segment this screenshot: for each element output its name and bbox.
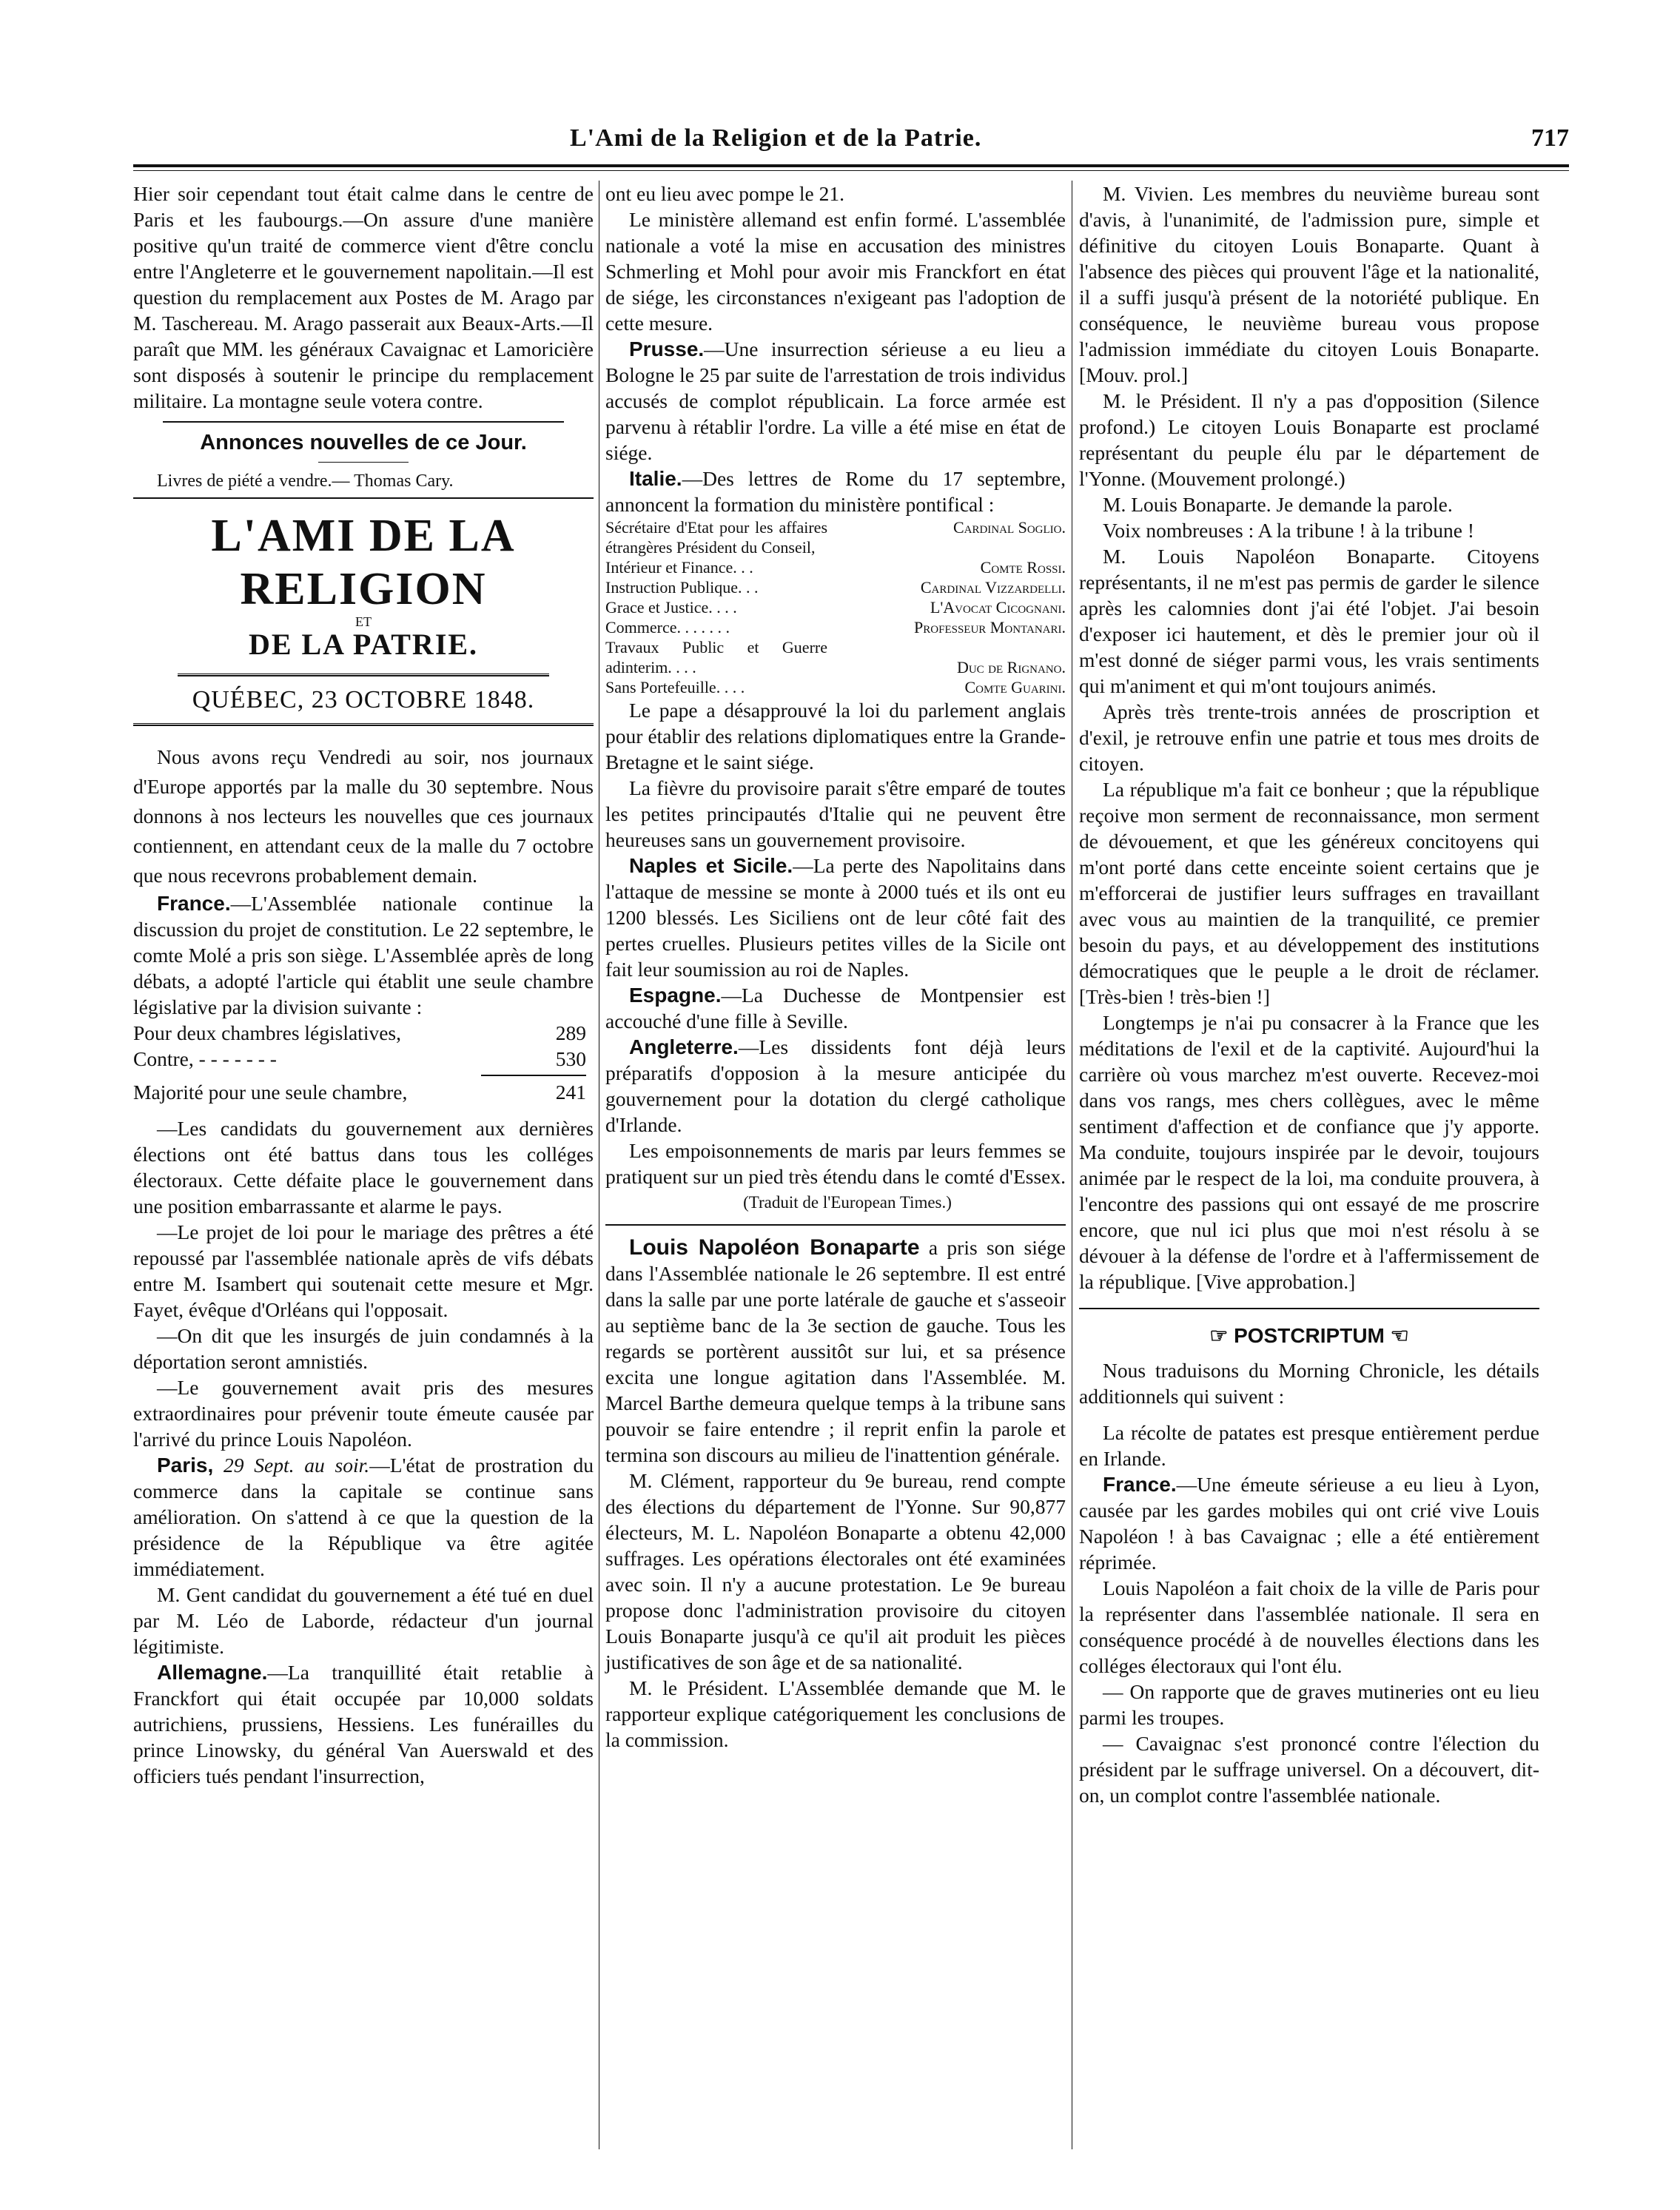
paragraph: M. le Président. L'Assemblée demande que M. le rapporteur explique catégoriquement les conclusions de la commission. [605,1676,1066,1751]
vote-label: Contre, - - - - - - - [133,1047,277,1070]
page-number: 717 [1531,124,1569,152]
divider [133,723,594,726]
vote-row [133,1020,594,1046]
section-heading: France. [157,892,231,915]
news-item-france-ps [1079,1471,1539,1575]
paragraph: —Le projet de loi pour le mariage des prêtres a été repoussé par l'assemblée nationale après de vifs débats entre M. Isambert qui soutenait cette mesure et Mgr. Fayet, évêque d'Orléans qui l'opposait. [133,1220,594,1321]
section-heading: Espagne. [629,984,722,1007]
news-text: —La Duchesse de Montpensier est accouché d'une fille à Seville. [605,984,1066,1032]
vote-value: 241 [555,1081,586,1104]
news-item-naples [605,853,1066,982]
vote-label: Pour deux chambres législatives, [133,1021,401,1044]
cabinet-minister: Duc de Rignano. [956,658,1066,676]
cabinet-post: Grace et Justice. . . . [605,598,737,617]
dateline-italic: 29 Sept. au soir. [224,1454,370,1477]
spacer [1079,1409,1539,1420]
cabinet-list [605,517,1066,697]
paragraph: Voix nombreuses : A la tribune ! à la tribune ! [1103,519,1475,542]
sum-rule [481,1075,586,1076]
section-heading: Paris, [157,1454,214,1477]
vote-value: 530 [555,1047,586,1070]
news-text: —L'état de prostration du commerce dans la capitale se continue sans amélioration. On s'attend à ce que la question de la présidence de la République va être agitée immédiatement. [133,1454,594,1580]
paragraph: ont eu lieu avec pompe le 21. [605,182,845,205]
vote-row [133,1079,594,1105]
paragraph: —Le gouvernement avait pris des mesures extraordinaires pour prévenir toute émeute causée par l'arrivé du prince Louis Napoléon. [133,1376,594,1451]
cabinet-post: Intérieur et Finance. . . [605,558,753,577]
cabinet-post: Commerce. . . . . . . [605,618,730,637]
paragraph: Louis Napoléon a fait choix de la ville de Paris pour la représenter dans l'assemblée nationale. Il sera en conséquence procédé à de nouvelles élections dans les colléges électoraux qui l'ont élu. [1079,1576,1539,1677]
column-2 [605,181,1066,1753]
news-item-france [133,890,594,1020]
cabinet-row [605,637,1066,677]
section-heading: Louis Napoléon Bonaparte [629,1235,920,1260]
divider [318,462,409,463]
paragraph: — Cavaignac s'est prononcé contre l'élection du président par le suffrage universel. On a découvert, dit-on, un complot contre l'assemblée nationale. [1079,1732,1539,1807]
news-item-espagne [605,982,1066,1034]
news-text: —L'Assemblée nationale continue la discussion du projet de constitution. Le 22 septembre, le comte Molé a pris son siège. L'Assemblée après de long débats, a adopté l'article qui établit une seule chambre législative par la division suivante : [133,892,594,1018]
cabinet-post: Sécrétaire d'Etat pour les affaires étrangères Président du Conseil, [605,518,827,557]
news-text: —La tranquillité était retablie à Franckfort qui était occupée par 10,000 soldats autrichiens, prussiens, Hessiens. Les funérailles du prince Linowsky, du général Van Auerswald et des officiers tués pendant l'insurrection, [133,1661,594,1787]
cabinet-minister: L'Avocat Cicognani. [930,598,1066,617]
paragraph: M. le Président. Il n'y a pas d'opposition (Silence profond.) Le citoyen Louis Bonaparte est proclamé représentant du peuple élu par le département de l'Yonne. (Mouvement prolongé.) [1079,389,1539,490]
news-text: —Une insurrection sérieuse a eu lieu a Bologne le 25 par suite de l'arrestation de trois individus accusés de complot républicain. La force armée est parvenu à rétablir l'ordre. La ville a été mise en état de siége. [605,337,1066,464]
masthead-subtitle: DE LA PATRIE. [248,628,479,661]
paragraph: — On rapporte que de graves mutineries ont eu lieu parmi les troupes. [1079,1680,1539,1729]
paragraph: M. Louis Napoléon Bonaparte. Citoyens représentants, il ne m'est pas permis de garder le silence après les calomnies dont j'ai été l'objet. J'ai besoin d'exposer ici hautement, et dès le premier jour où il m'est donné de siéger parmi vous, les vrais sentiments qui m'animent et qui m'ont toujours animés. [1079,545,1539,697]
cabinet-minister: Professeur Montanari. [914,618,1066,637]
column-1 [133,181,594,1789]
vote-label: Majorité pour une seule chambre, [133,1081,408,1104]
news-text: —Les dissidents font déjà leurs préparatifs d'opposion à la mesure anticipée du gouvernement pour la dotation du clergé catholique d'Irlande. [605,1035,1066,1136]
paragraph: Longtemps je n'ai pu consacrer à la France que les méditations de l'exil et de la captivité. Aujourd'hui la carrière où vous marchez m'est ouverte. Recevez-moi dans vos rangs, mes chers collègues, avec le même sentiment d'affection et de confiance que j'y apporte. Ma conduite, toujours inspirée par le devoir, toujours animée par le respect de la loi, ma conduite prouvera, à l'encontre des passions qui ont essayé de me proscrire encore, que nul ici plus que moi n'est résolu à se dévouer à la défense de l'ordre et à l'affermissement de la république. [Vive approbation.] [1079,1011,1539,1293]
column-3 [1079,181,1539,1808]
paragraph: Le pape a désapprouvé la loi du parlement anglais pour établir des relations diplomatiques entre la Grande-Bretagne et le saint siége. [605,699,1066,773]
section-heading: Italie. [629,467,682,490]
paragraph: Hier soir cependant tout était calme dans le centre de Paris et les faubourgs.—On assure d'une manière positive qu'un traité de commerce vient d'être conclu entre l'Angleterre et le gouvernement napolitain.—Il est question du remplacement aux Postes de M. Arago par M. Taschereau. M. Arago passerait aux Beaux-Arts.—Il paraît que MM. les généraux Cavaignac et Lamoricière sont disposés à soutenir le principe du remplacement militaire. La montagne seule votera contre. [133,182,594,412]
masthead-conjunction: ET [355,614,372,629]
paragraph: La récolte de patates est presque entièrement perdue en Irlande. [1079,1421,1539,1470]
cabinet-minister: Cardinal Vizzardelli. [920,578,1066,597]
page-header [133,124,1569,160]
paragraph: Nous traduisons du Morning Chronicle, les détails additionnels qui suivent : [1079,1359,1539,1408]
cabinet-row [605,557,1066,577]
cabinet-row [605,677,1066,697]
section-heading: Angleterre. [629,1035,739,1058]
news-item-louis-napoleon [605,1235,1066,1468]
divider [133,497,594,499]
paragraph: La fièvre du provisoire parait s'être emparé de toutes les petites principautés d'Italie qui ne peuvent être heureuses sans un gouvernement provisoire. [605,776,1066,851]
cabinet-minister: Cardinal Soglio. [952,518,1066,537]
paragraph: —Les candidats du gouvernement aux dernières élections ont été battus dans tous les colléges électoraux. Cette défaite place le gouvernement dans une position embarrassante et alarme le pays. [133,1117,594,1217]
paragraph: M. Vivien. Les membres du neuvième bureau sont d'avis, à l'unanimité, de l'admission pure, simple et définitive du citoyen Louis Bonaparte. Quant à l'absence des pièces qui prouvent l'âge et la nationalité, il a suffi jusqu'à présent de la notoriété publique. En conséquence, le neuvième bureau vous propose l'admission immédiate du citoyen Louis Bonaparte. [Mouv. prol.] [1079,182,1539,386]
news-item-paris [133,1452,594,1582]
divider [1079,1308,1539,1309]
paragraph: M. Gent candidat du gouvernement a été tué en duel par M. Léo de Laborde, rédacteur d'un journal légitimiste. [133,1583,594,1658]
news-text: —Des lettres de Rome du 17 septembre, annoncent la formation du ministère pontifical : [605,467,1066,516]
cabinet-post: Instruction Publique. . . [605,578,759,597]
news-item-angleterre [605,1034,1066,1138]
vote-value: 289 [555,1021,586,1044]
cabinet-row [605,597,1066,617]
advert-line: Livres de piété a vendre.— Thomas Cary. [157,471,454,491]
section-heading: France. [1103,1473,1177,1496]
masthead-title: L'AMI DE LA RELIGION [211,511,516,614]
news-item-italie [605,466,1066,517]
postscript-heading: ☞ POSTCRIPTUM ☜ [1209,1324,1409,1347]
divider [605,1224,1066,1226]
paragraph: Les empoisonnements de maris par leurs femmes se pratiquent sur un pied très étendu dans le comté d'Essex. [605,1139,1066,1188]
cabinet-minister: Comte Rossi. [980,558,1066,577]
divider [178,674,549,676]
section-heading: Naples et Sicile. [629,854,793,877]
paragraph: La république m'a fait ce bonheur ; que la république reçoive mon serment de reconnaissance, mon serment de dévouement, et que les généreux concitoyens qui m'ont porté dans cette enceinte soient certains que je m'efforcerai de justifier leurs suffrages en travaillant avec vous au maintien de la tranquilité, ce premier besoin du pays, et au développement des institutions démocratiques que le peuple a le droit de réclamer. [Très-bien ! très-bien !] [1079,778,1539,1008]
paragraph: Après très trente-trois années de proscription et d'exil, je retrouve enfin une patrie et tous mes droits de citoyen. [1079,700,1539,775]
cabinet-minister: Comte Guarini. [964,678,1066,696]
header-rule-thin [133,170,1569,171]
news-text: —Une émeute sérieuse a eu lieu à Lyon, causée par les gardes mobiles qui ont crié vive Louis Napoléon ! à bas Cavaignac ; elle a été entièrement réprimée. [1079,1473,1539,1573]
paragraph: —On dit que les insurgés de juin condamnés à la déportation seront amnistiés. [133,1324,594,1373]
paragraph: M. Louis Bonaparte. Je demande la parole. [1103,493,1453,516]
cabinet-row [605,617,1066,637]
cabinet-row [605,517,1066,557]
section-heading: Prusse. [629,337,705,360]
cabinet-post: Travaux Public et Guerre adinterim. . . . [605,638,827,676]
running-title: L'Ami de la Religion et de la Patrie. [570,124,982,152]
source-credit: (Traduit de l'European Times.) [743,1193,952,1212]
paragraph: M. Clément, rapporteur du 9e bureau, rend compte des élections du département de l'Yonne. Sur 90,877 électeurs, M. L. Napoléon Bonaparte a obtenu 42,000 suffrages. Les opérations électorales ont été examinées avec soin. Il n'y a aucune protestation. Le 9e bureau propose donc l'administration provisoire du citoyen Louis Bonaparte jusqu'à ce qu'il ait produit les pièces justificatives de son âge et de sa nationalité. [605,1469,1066,1673]
header-rule [133,164,1569,167]
news-item-prusse [605,336,1066,466]
cabinet-row [605,577,1066,597]
paragraph: Le ministère allemand est enfin formé. L'assemblée nationale a voté la mise en accusation des ministres Schmerling et Mohl pour avoir mis Franckfort en état de siége, les circonstances n'exigeant pas l'adoption de cette mesure. [605,208,1066,335]
cabinet-post: Sans Portefeuille. . . . [605,678,745,696]
vote-row [133,1046,594,1072]
news-text: —La perte des Napolitains dans l'attaque de messine se monte à 2000 tués et ils ont eu 1200 blessés. Les Siciliens ont de leur côté fait des pertes cruelles. Plusieurs petites villes de la Sicile ont fait leur soumission au roi de Naples. [605,854,1066,981]
dateline: QUÉBEC, 23 OCTOBRE 1848. [192,686,535,713]
news-item-allemagne [133,1659,594,1789]
announcements-heading: Annonces nouvelles de ce Jour. [200,431,527,454]
divider [163,421,564,423]
paragraph: Nous avons reçu Vendredi au soir, nos journaux d'Europe apportés par la malle du 30 septembre. Nous donnons à nos lecteurs les nouvelles que ces journaux contiennent, en attendant ceux de la malle du 7 octobre que nous recevrons probablement demain. [133,745,594,887]
news-text: a pris son siége dans l'Assemblée nationale le 26 septembre. Il est entré dans la salle par une porte latérale de gauche et s'asseoir au septième banc de la 3e section de gauche. Tous les regards se portèrent aussitôt sur lui, et sa présence excita une longue agitation dans l'Assemblée. M. Marcel Barthe demeura quelque temps à la tribune sans pouvoir se faire entendre ; il reprit enfin la parole et termina son discours au milieu de l'inattention générale. [605,1236,1066,1466]
spacer [133,1105,594,1115]
section-heading: Allemagne. [157,1661,268,1684]
